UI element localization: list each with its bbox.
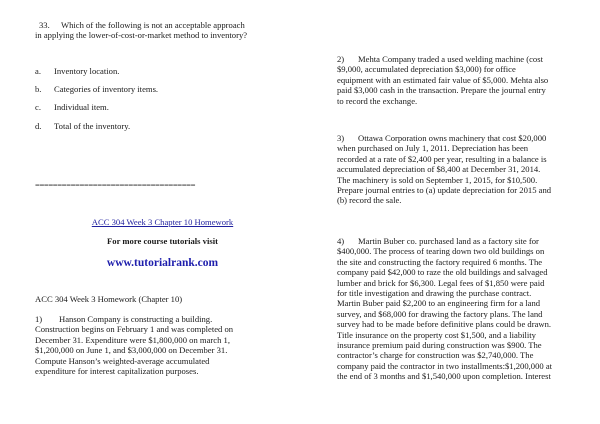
question-4-line-7: Martin Buber paid $2,200 to an engineering firm for a land (337, 298, 541, 309)
question-2-line-2: $9,000, accumulated depreciation $3,000) for office (337, 64, 516, 75)
question-4-line-6: for title investigation and drawing the purchase contract. (337, 288, 532, 299)
question-4-line-8: survey, and $68,000 for drawing the factory plans. The land (337, 308, 543, 319)
question-4-line-1: 4) Martin Buber co. purchased land as a factory site for (337, 236, 539, 246)
question-4-line-5: lumber and brick for $6,300. Legal fees of $1,850 were paid (337, 277, 545, 288)
question-1-line-6: expenditure for interest capitalization purposes. (35, 366, 199, 377)
question-2-line-1: 2) Mehta Company traded a used welding machine (cost (337, 54, 543, 64)
question-4-line-4: company paid $42,000 to raze the old buildings and salvaged (337, 267, 548, 278)
separator-line: ==================================== (35, 180, 196, 190)
question-4 (337, 236, 589, 382)
question-2-number: 2) (337, 54, 345, 64)
question-3-line-5: The machinery is sold on September 1, 2015, for $10,500. (337, 174, 538, 185)
question-1-line-4: $1,200,000 on June 1, and $3,000,000 on December 31. (35, 345, 228, 356)
homework-title: ACC 304 Week 3 Homework (Chapter 10) (35, 294, 183, 304)
question-4-line-9: survey had to be made before definitive plans could be drawn. (337, 319, 552, 330)
question-4-line-12: contractor’s charge for construction was $2,740,000. The (337, 350, 534, 361)
homework-link-text[interactable]: ACC 304 Week 3 Chapter 10 Homework (91, 217, 234, 227)
question-3-line-7: (b) record the sale. (337, 195, 402, 206)
question-4-line-10: Title insurance on the property cost $1,500, and a liability (337, 329, 536, 340)
question-33-line-1: 33. Which of the following is not an acceptable approach (35, 20, 290, 30)
question-33-number: 33. (39, 20, 50, 30)
question-1-line-1: 1) Hanson Company is constructing a building. (35, 314, 213, 324)
option-d: d. Total of the inventory. (35, 121, 131, 131)
question-4-number: 4) (337, 236, 345, 246)
question-3 (337, 133, 589, 206)
question-2-line-5: to record the exchange. (337, 95, 418, 106)
more-tutorials-text: For more course tutorials visit (107, 236, 218, 246)
question-3-line-3: recorded at a rate of $2,400 per year, resulting in a balance is (337, 153, 547, 164)
question-2-line-3: equipment with an estimated fair value of $5,000. Mehta also (337, 74, 549, 85)
question-4-line-3: the site and constructing the factory required 6 months. The (337, 256, 543, 267)
option-b: b. Categories of inventory items. (35, 84, 159, 94)
question-1-line-2: Construction begins on February 1 and was completed on (35, 324, 234, 335)
option-c: c. Individual item. (35, 102, 109, 112)
question-4-line-11: insurance premium paid during construction was $900. The (337, 340, 542, 351)
question-3-line-2: when purchased on July 1, 2011. Depreciation has been (337, 143, 529, 154)
question-1-number: 1) (35, 314, 43, 324)
question-3-line-1: 3) Ottawa Corporation owns machinery that cost $20,000 (337, 133, 547, 143)
question-33-line-2: in applying the lower-of-cost-or-market method to inventory? (35, 30, 248, 41)
question-3-number: 3) (337, 133, 345, 143)
question-3-line-6: Prepare journal entries to (a) update depreciation for 2015 and (337, 185, 552, 196)
question-4-line-2: $400,000. The process of tearing down two old buildings on (337, 246, 545, 257)
question-2-line-4: paid $3,000 cash in the transaction. Prepare the journal entry (337, 85, 546, 96)
question-4-line-14: the end of 3 months and $1,540,000 upon completion. Interest (337, 371, 551, 382)
question-3-line-4: accumulated depreciation of $8,400 at December 31, 2014. (337, 164, 541, 175)
homework-link[interactable] (35, 217, 290, 227)
question-33 (35, 20, 290, 41)
question-1 (35, 314, 290, 376)
option-a: a. Inventory location. (35, 66, 120, 76)
site-url-text[interactable]: www.tutorialrank.com (106, 257, 219, 269)
question-4-line-13: company paid the contractor in two installments:$1,200,000 at (337, 360, 553, 371)
site-url[interactable] (35, 253, 290, 271)
question-1-line-3: December 31. Expenditure were $1,800,000 on march 1, (35, 334, 230, 345)
question-1-line-5: Compute Hanson’s weighted-average accumulated (35, 355, 210, 366)
question-2 (337, 54, 589, 106)
